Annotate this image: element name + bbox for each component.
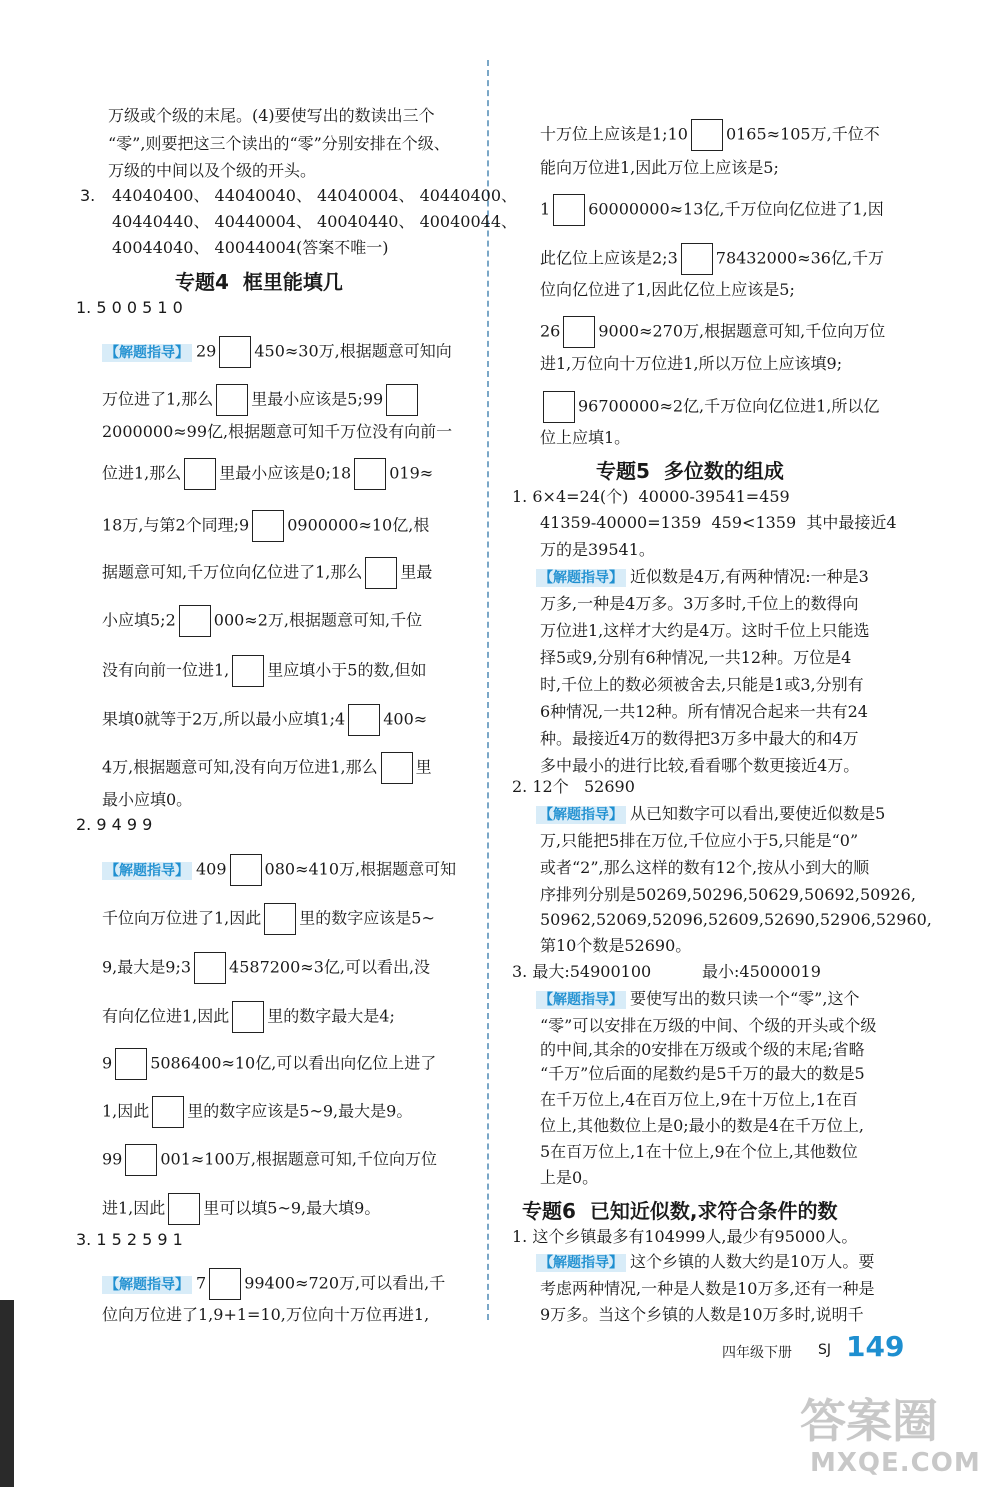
answer-box xyxy=(216,384,248,416)
guide-line: 小应填5;2 000≈2万,根据题意可知,千位 xyxy=(102,605,422,637)
guide-line: 1,因此 里的数字应该是5~9,最大是9。 xyxy=(102,1096,412,1128)
page-number: 149 xyxy=(846,1330,905,1363)
answer-box xyxy=(184,458,216,490)
guide-line: 在千万位上,4在百万位上,9在十万位上,1在百 xyxy=(540,1090,858,1109)
watermark-logo: 答案圈 xyxy=(800,1394,938,1448)
guide-line: 千位向万位进了1,因此 里的数字应该是5~ xyxy=(102,903,435,935)
guide-line: 位向万位进了1,9+1=10,万位向十万位再进1, xyxy=(102,1305,430,1324)
guide-line: 进1,因此 里可以填5~9,最大填9。 xyxy=(102,1193,380,1225)
guide-line: “零”可以安排在万级的中间、个级的开头或个级 xyxy=(540,1016,877,1035)
answer-box xyxy=(691,119,723,151)
guide-line: 【解题指导】 7 99400≈720万,可以看出,千 xyxy=(102,1268,445,1300)
guide-line: 9 5086400≈10亿,可以看出向亿位上进了 xyxy=(102,1048,436,1080)
guide-line: 【解题指导】 这个乡镇的人数大约是10万人。要 xyxy=(536,1252,874,1272)
answer-box xyxy=(252,510,284,542)
answer-line: 40440440、 40440004、 40040440、 40040044、 xyxy=(112,212,518,231)
guide-line: 没有向前一位进1, 里应填小于5的数,但如 xyxy=(102,655,427,687)
guide-line: 位上应填1。 xyxy=(540,428,631,447)
answer-box xyxy=(543,391,575,423)
guide-line: 【解题指导】 29 450≈30万,根据题意可知向 xyxy=(102,336,452,368)
grade-label: 四年级下册 xyxy=(722,1345,792,1361)
guide-line: 6种情况,一共12种。所有情况合起来一共有24 xyxy=(540,702,868,721)
guide-line: 择5或9,分别有6种情况,一共12种。万位是4 xyxy=(540,648,852,667)
answer-box xyxy=(681,243,713,275)
guide-line: 50962,52069,52096,52609,52690,52906,52960, xyxy=(540,910,932,929)
answer-line: 3. 1 5 2 5 9 1 xyxy=(76,1230,183,1249)
guide-line: 9,最大是9;3 4587200≈3亿,可以看出,没 xyxy=(102,952,430,984)
guide-line: “千万”位后面的尾数约是5千万的最大的数是5 xyxy=(540,1064,865,1083)
guide-line: 十万位上应该是1;10 0165≈105万,千位不 xyxy=(540,119,880,151)
solution-guide-tag: 【解题指导】 xyxy=(536,991,626,1009)
answer-line: 3. 最大:54900100 最小:45000019 xyxy=(512,962,821,981)
answer-box xyxy=(232,655,264,687)
answer-line: 41359-40000=1359 459<1359 其中最接近4 xyxy=(540,513,897,532)
solution-guide-tag: 【解题指导】 xyxy=(536,806,626,824)
page-edge-shadow xyxy=(0,1300,14,1487)
answer-line: 万的是39541。 xyxy=(540,540,655,559)
guide-line: 【解题指导】 要使写出的数只读一个“零”,这个 xyxy=(536,989,859,1009)
guide-line: 多中最小的进行比较,看看哪个数更接近4万。 xyxy=(540,756,860,775)
guide-line: 位向亿位进了1,因此亿位上应该是5; xyxy=(540,280,795,299)
answer-box xyxy=(365,557,397,589)
answer-line: 40044040、 40044004(答案不唯一) xyxy=(112,238,389,257)
guide-line: 26 9000≈270万,根据题意可知,千位向万位 xyxy=(540,316,885,348)
guide-line: 或者“2”,那么这样的数有12个,按从小到大的顺 xyxy=(540,858,870,877)
answer-box xyxy=(386,384,418,416)
answer-line: 1. 这个乡镇最多有104999人,最少有95000人。 xyxy=(512,1227,858,1246)
answer-box xyxy=(264,903,296,935)
solution-guide-tag: 【解题指导】 xyxy=(536,1254,626,1272)
answer-box xyxy=(152,1096,184,1128)
answer-box xyxy=(354,458,386,490)
watermark-url: MXQE.COM xyxy=(810,1448,981,1478)
guide-line: 上是0。 xyxy=(540,1168,599,1187)
answer-box xyxy=(381,752,413,784)
answer-box xyxy=(125,1144,157,1176)
column-divider xyxy=(487,60,489,1320)
guide-line: 4万,根据题意可知,没有向万位进1,那么 里 xyxy=(102,752,432,784)
guide-line: 1 60000000≈13亿,千万位向亿位进了1,因 xyxy=(540,194,884,226)
answer-box xyxy=(553,194,585,226)
guide-line: 96700000≈2亿,千万位向亿位进1,所以亿 xyxy=(540,391,879,423)
question-number: 3. xyxy=(80,186,96,205)
solution-guide-tag: 【解题指导】 xyxy=(536,569,626,587)
answer-box xyxy=(563,316,595,348)
answer-line: 1. 6×4=24(个) 40000-39541=459 xyxy=(512,487,790,506)
guide-line: 【解题指导】 409 080≈410万,根据题意可知 xyxy=(102,854,456,886)
answer-line: 2. 12个 52690 xyxy=(512,777,635,796)
guide-line: 5在百万位上,1在十位上,9在个位上,其他数位 xyxy=(540,1142,858,1161)
answer-box xyxy=(194,952,226,984)
guide-line: 9万多。当这个乡镇的人数是10万多时,说明千 xyxy=(540,1305,864,1324)
guide-line: 据题意可知,千万位向亿位进了1,那么 里最 xyxy=(102,557,432,589)
answer-box xyxy=(179,605,211,637)
answer-box xyxy=(230,854,262,886)
guide-line: 2000000≈99亿,根据题意可知千万位没有向前一 xyxy=(102,422,453,441)
answer-box xyxy=(232,1001,264,1033)
topic5-title: 专题5 多位数的组成 xyxy=(596,459,784,483)
guide-line: 【解题指导】 近似数是4万,有两种情况:一种是3 xyxy=(536,567,869,587)
guide-line: 有向亿位进1,因此 里的数字最大是4; xyxy=(102,1001,395,1033)
answer-line: 1. 5 0 0 5 1 0 xyxy=(76,298,183,317)
edition-label: SJ xyxy=(818,1342,832,1358)
solution-guide-tag: 【解题指导】 xyxy=(102,862,192,880)
guide-line: 此亿位上应该是2;3 78432000≈36亿,千万 xyxy=(540,243,884,275)
guide-line: 果填0就等于2万,所以最小应填1;4 400≈ xyxy=(102,704,427,736)
intro-line: “零”,则要把这三个读出的“零”分别安排在个级、 xyxy=(108,134,450,153)
guide-line: 位进1,那么 里最小应该是0;18 019≈ xyxy=(102,458,433,490)
guide-line: 万位进了1,那么 里最小应该是5;99 xyxy=(102,384,421,416)
answer-line: 2. 9 4 9 9 xyxy=(76,815,153,834)
intro-line: 万级或个级的末尾。(4)要使写出的数读出三个 xyxy=(108,106,435,125)
guide-line: 最小应填0。 xyxy=(102,790,193,809)
guide-line: 18万,与第2个同理;9 0900000≈10亿,根 xyxy=(102,510,429,542)
answer-box xyxy=(348,704,380,736)
solution-guide-tag: 【解题指导】 xyxy=(102,1276,192,1294)
guide-line: 万多,一种是4万多。3万多时,千位上的数得向 xyxy=(540,594,859,613)
guide-line: 万,只能把5排在万位,千位应小于5,只能是“0” xyxy=(540,831,859,850)
intro-line: 万级的中间以及个级的开头。 xyxy=(108,161,317,180)
guide-line: 进1,万位向十万位进1,所以万位上应该填9; xyxy=(540,354,843,373)
answer-box xyxy=(209,1268,241,1300)
guide-line: 能向万位进1,因此万位上应该是5; xyxy=(540,158,779,177)
answer-box xyxy=(115,1048,147,1080)
guide-line: 序排列分别是50269,50296,50629,50692,50926, xyxy=(540,885,916,904)
guide-line: 【解题指导】 从已知数字可以看出,要使近似数是5 xyxy=(536,804,885,824)
guide-line: 第10个数是52690。 xyxy=(540,936,692,955)
answer-box xyxy=(219,336,251,368)
guide-line: 时,千位上的数必须被舍去,只能是1或3,分别有 xyxy=(540,675,864,694)
guide-line: 99 001≈100万,根据题意可知,千位向万位 xyxy=(102,1144,437,1176)
guide-line: 考虑两种情况,一种是人数是10万多,还有一种是 xyxy=(540,1279,875,1298)
answer-box xyxy=(168,1193,200,1225)
topic6-title: 专题6 已知近似数,求符合条件的数 xyxy=(522,1199,838,1223)
guide-line: 万位进1,这样才大约是4万。这时千位上只能选 xyxy=(540,621,870,640)
topic4-title: 专题4 框里能填几 xyxy=(175,270,343,294)
guide-line: 种。最接近4万的数得把3万多中最大的和4万 xyxy=(540,729,859,748)
solution-guide-tag: 【解题指导】 xyxy=(102,344,192,362)
guide-line: 的中间,其余的0安排在万级或个级的末尾;省略 xyxy=(540,1040,865,1059)
answer-line: 44040400、 44040040、 44040004、 40440400、 xyxy=(112,186,518,205)
guide-line: 位上,其他数位上是0;最小的数是4在千万位上, xyxy=(540,1116,864,1135)
